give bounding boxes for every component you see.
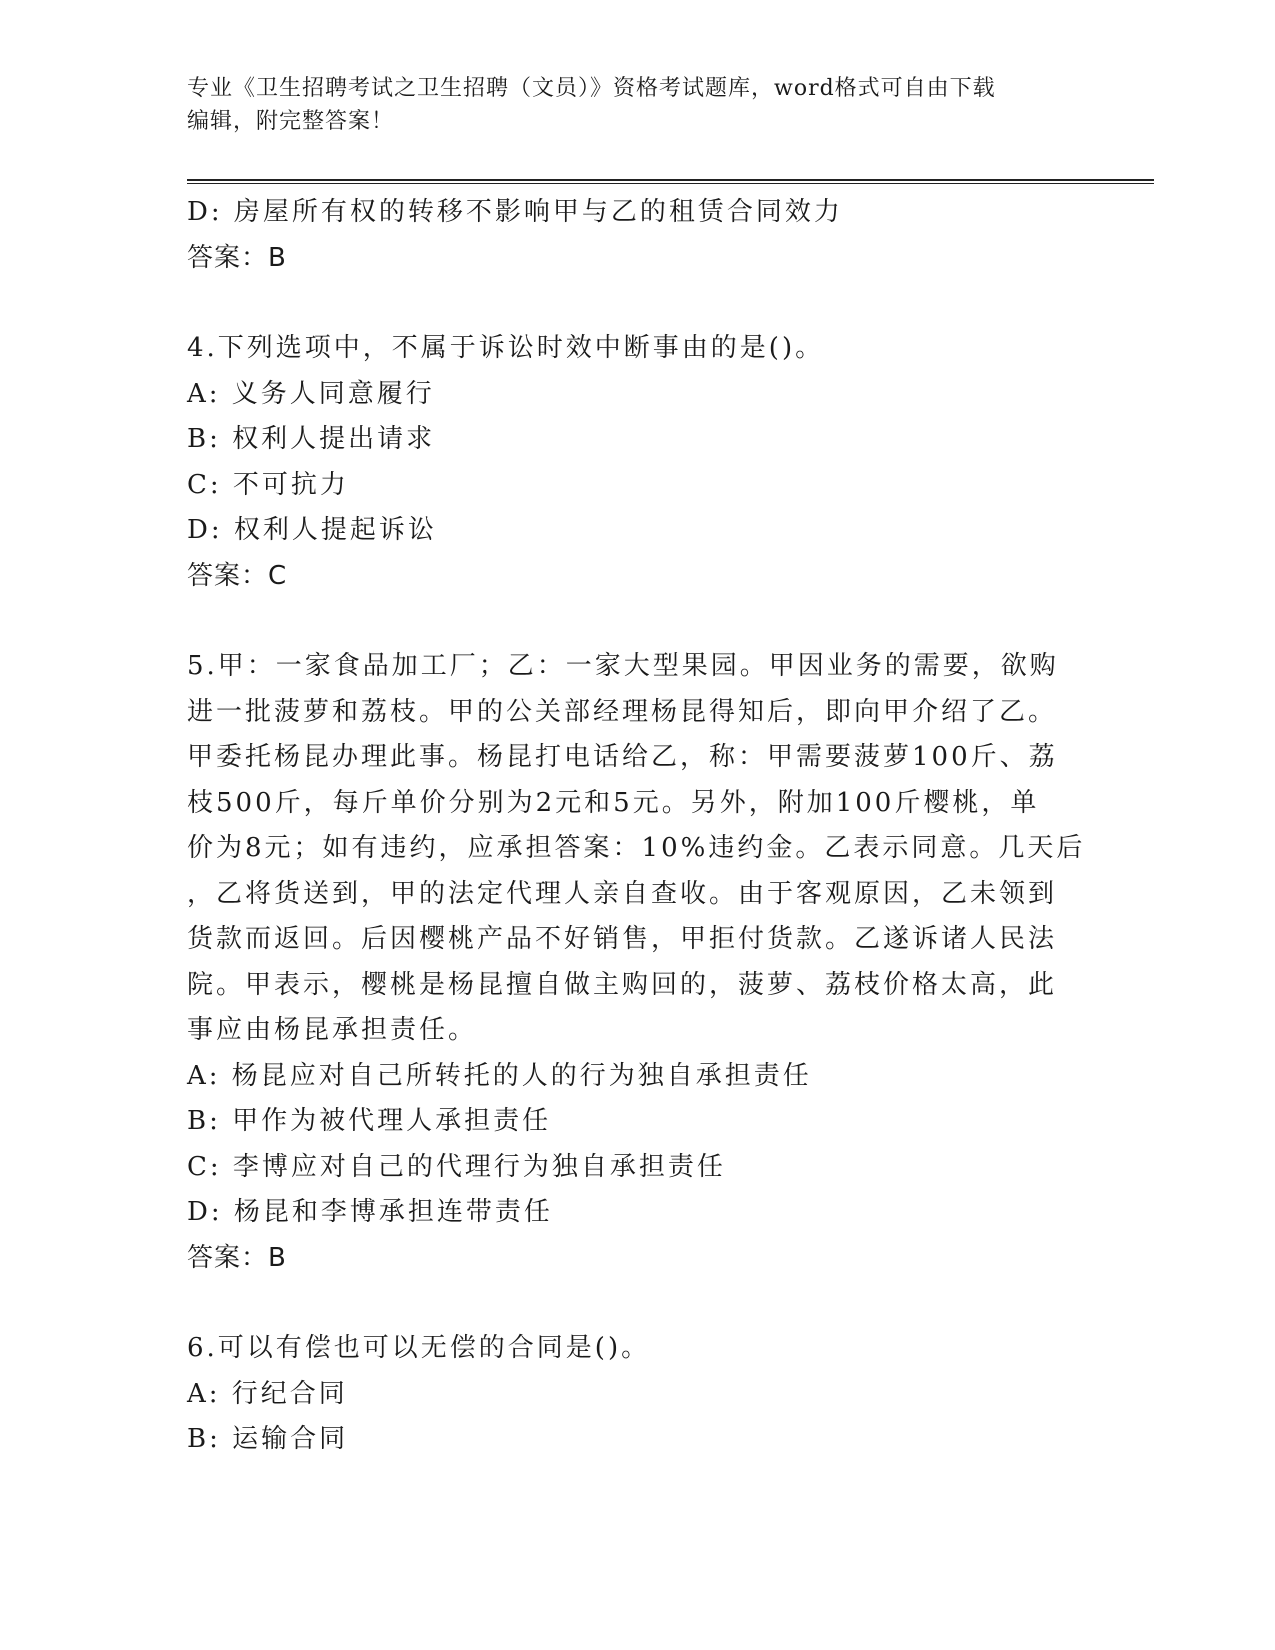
option-a: A: 行纪合同 bbox=[187, 1378, 348, 1409]
header-line-1: 专业《卫生招聘考试之卫生招聘（文员）》资格考试题库，word格式可自由下载 bbox=[187, 76, 996, 101]
question-5 bbox=[187, 644, 1087, 1281]
stem-line: 价为8元；如有违约，应承担答案：10%违约金。乙表示同意。几天后 bbox=[187, 833, 1086, 863]
answer: 答案：C bbox=[187, 560, 288, 591]
question-3-fragment bbox=[187, 190, 1087, 281]
question-6 bbox=[187, 1326, 1087, 1463]
spacer bbox=[187, 281, 1087, 326]
spacer bbox=[187, 599, 1087, 644]
stem-line: 事应由杨昆承担责任。 bbox=[187, 1015, 478, 1045]
option-b: B: 运输合同 bbox=[187, 1424, 349, 1454]
stem-line: 枝500斤，每斤单价分别为2元和5元。另外，附加100斤樱桃，单 bbox=[187, 787, 1040, 818]
header-line-2: 编辑，附完整答案！ bbox=[187, 109, 395, 134]
question-stem bbox=[187, 644, 1087, 1054]
question-stem: 6.可以有偿也可以无偿的合同是()。 bbox=[187, 1333, 651, 1363]
question-4 bbox=[187, 326, 1087, 599]
option-d: D: 房屋所有权的转移不影响甲与乙的租赁合同效力 bbox=[187, 197, 843, 227]
stem-line: 5.甲：一家食品加工厂；乙：一家大型果园。甲因业务的需要，欲购 bbox=[187, 651, 1059, 681]
option-c: C: 李博应对自己的代理行为独自承担责任 bbox=[187, 1151, 726, 1182]
option-c: C: 不可抗力 bbox=[187, 469, 349, 500]
stem-line: ，乙将货送到，甲的法定代理人亲自查收。由于客观原因，乙未领到 bbox=[187, 878, 1058, 909]
document-header bbox=[187, 72, 1077, 138]
stem-line: 甲委托杨昆办理此事。杨昆打电话给乙，称：甲需要菠萝100斤、荔 bbox=[187, 742, 1058, 772]
spacer bbox=[187, 1281, 1087, 1326]
option-b: B: 甲作为被代理人承担责任 bbox=[187, 1106, 552, 1136]
option-d: D: 权利人提起诉讼 bbox=[187, 515, 437, 545]
option-a: A: 义务人同意履行 bbox=[187, 378, 435, 409]
option-d: D: 杨昆和李博承担连带责任 bbox=[187, 1197, 553, 1227]
header-rule-thin bbox=[187, 183, 1154, 184]
option-b: B: 权利人提出请求 bbox=[187, 424, 436, 454]
stem-line: 院。甲表示，樱桃是杨昆擅自做主购回的，菠萝、荔枝价格太高，此 bbox=[187, 969, 1058, 1000]
stem-line: 进一批菠萝和荔枝。甲的公关部经理杨昆得知后，即向甲介绍了乙。 bbox=[187, 696, 1058, 727]
option-a: A: 杨昆应对自己所转托的人的行为独自承担责任 bbox=[187, 1060, 812, 1091]
answer: 答案：B bbox=[187, 242, 287, 273]
question-stem: 4.下列选项中，不属于诉讼时效中断事由的是()。 bbox=[187, 333, 825, 363]
stem-line: 货款而返回。后因樱桃产品不好销售，甲拒付货款。乙遂诉诸人民法 bbox=[187, 924, 1058, 954]
question-list bbox=[187, 190, 1087, 1463]
answer: 答案：B bbox=[187, 1242, 287, 1273]
header-rule-thick bbox=[187, 179, 1154, 181]
